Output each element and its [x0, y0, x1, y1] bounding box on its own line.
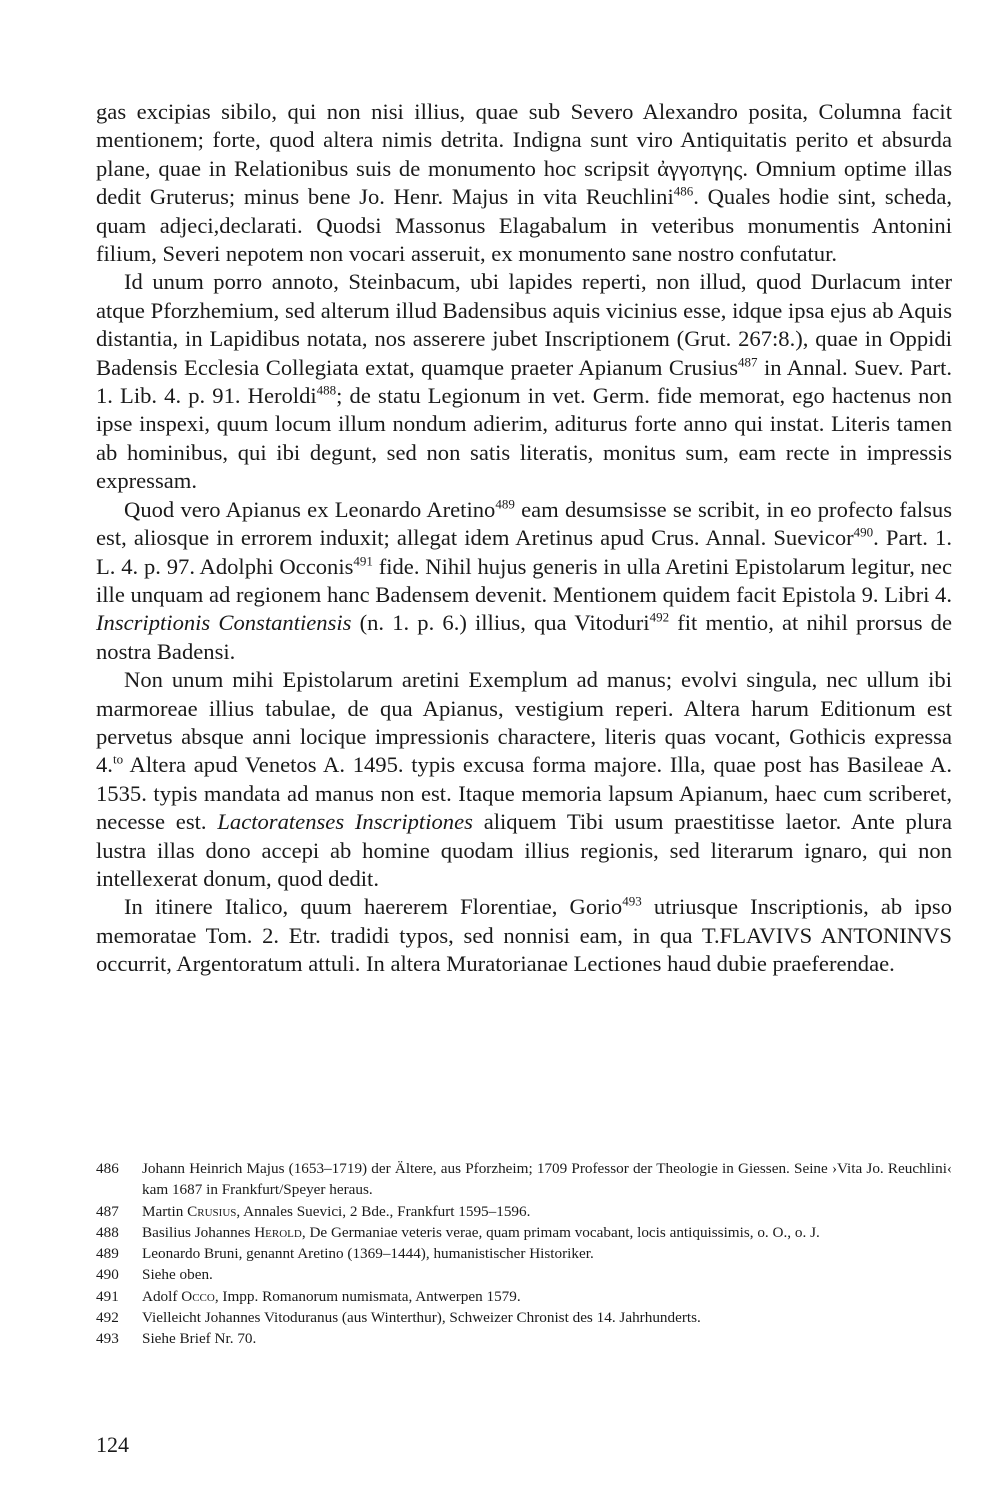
footnote-text: [142, 1158, 952, 1201]
text-run: Vielleicht Johannes Vitoduranus (aus Winterthur), Schweizer Chronist des 14. Jahrhunderts.: [142, 1309, 701, 1327]
footnote-text: [142, 1201, 952, 1222]
footnote: [96, 1243, 952, 1264]
paragraph: [96, 496, 952, 666]
main-text: [96, 98, 952, 979]
footnote: [96, 1328, 952, 1349]
footnote-text: [142, 1286, 952, 1307]
footnote-text: [142, 1328, 952, 1349]
footnote-ref[interactable]: 490: [853, 524, 874, 540]
text-run: Non unum mihi Epistolarum aretini Exemplum ad manus; evolvi singula, nec ullum ibi marmoreae illius tabulae, de qua Apianus, vestigium reperi. Altera harum Editionum est pervetus absque anni locique impressionis charactere, literis quas vocant, Gothicis expressa 4.: [96, 667, 952, 778]
italic-text: Lactoratenses Inscriptiones: [217, 809, 473, 835]
footnote-number: 486: [96, 1160, 119, 1177]
text-run: Martin: [142, 1202, 188, 1220]
footnote-ref[interactable]: 493: [622, 893, 642, 909]
italic-text: Inscriptionis Constantiensis: [96, 610, 352, 636]
footnote-text: [142, 1264, 952, 1285]
text-run: In itinere Italico, quum haererem Florentiae, Gorio: [124, 894, 623, 920]
footnote: [96, 1222, 952, 1243]
text-run: fide. Nihil hujus generis in ulla Aretini Epistolarum legitur, nec ille unquam ad regionem hanc Badensem devenit. Mentionem quidem facit Epistola 9. Libri 4.: [96, 553, 952, 607]
author-name: Herold: [254, 1223, 302, 1241]
text-run: utriusque Inscriptionis, ab ipso memoratae Tom. 2. Etr. tradidi typos, sed nonnisi eam, in qua T.FLAVIVS ANTONINVS occurrit, Argentoratum attuli. In altera Muratorianae Lectiones haud dubie praeferendae.: [96, 894, 953, 977]
text-run: . Quales hodie sint, scheda, quam adjeci,declarati. Quodsi Massonus Elagabalum in veteribus monumentis Antonini filium, Severi nepotem non vocari asseruit, ex monumento sane nostro confutatur.: [96, 184, 953, 267]
text-run: Quod vero Apianus ex Leonardo Aretino: [124, 496, 496, 522]
text-run: eam desumsisse se scribit, in eo profecto falsus est, aliosque in errorem induxit; allegat idem Aretinus apud Crus. Annal. Suevicor: [96, 496, 952, 551]
text-run: gas excipias sibilo, qui non nisi illius, quae sub Severo Alexandro posita, Columna facit mentionem; forte, quod altera nimis detrita. Indigna sunt viro Antiquitatis perito et absurda plane, quae in Relationibus suis de monumento hoc scripsit ἀγγοπγης. Omnium optime illas dedit Gruterus; minus bene Jo. Henr. Majus in vita Reuchlini: [96, 99, 952, 210]
paragraph: [96, 893, 952, 978]
footnote: [96, 1201, 952, 1222]
text-run: in Annal. Suev. Part. 1. Lib. 4. p. 91. Heroldi: [96, 354, 952, 409]
text-run: ; de statu Legionum in vet. Germ. fide memorat, ego hactenus non ipse inspexi, quum locum illum nondum adierim, aditurus forte anno qui instat. Literis tamen ab hominibus, qui ibi degunt, sed non satis literatis, monitus sum, eam recte in impressis expressam.: [96, 383, 952, 494]
footnote-number: 487: [96, 1202, 119, 1220]
text-run: Siehe Brief Nr. 70.: [142, 1330, 257, 1348]
footnote-number: 489: [96, 1245, 119, 1263]
footnote: [96, 1264, 952, 1285]
page-number: 124: [96, 1432, 129, 1457]
footnote-text: [142, 1222, 952, 1243]
text-run: Leonardo Bruni, genannt Aretino (1369–1444), humanistischer Historiker.: [142, 1245, 594, 1263]
footnote-ref[interactable]: 489: [495, 496, 515, 512]
footnote-ref[interactable]: to: [112, 751, 124, 767]
footnote-text: [142, 1243, 952, 1264]
text-run: , De Germaniae veteris verae, quam primam vocabant, locis antiquissimis, o. O., o. J.: [301, 1223, 820, 1241]
text-run: , Annales Suevici, 2 Bde., Frankfurt 1595–1596.: [236, 1202, 531, 1220]
footnote: [96, 1158, 952, 1201]
footnote-number: 493: [96, 1330, 119, 1348]
author-name: Occo: [181, 1287, 215, 1305]
paragraph: [96, 268, 952, 495]
text-run: (n. 1. p. 6.) illius, qua Vitoduri: [351, 610, 650, 636]
text-run: Id unum porro annoto, Steinbacum, ubi lapides reperti, non illud, quod Durlacum inter atque Pforzhemium, sed alterum illud Badensibus aquis vicinius esse, idque ipsa ejus ab Aquis distantia, in Lapidibus notata, nos asserere jubet Inscriptionem (Grut. 267:8.), quae in Oppidi Badensis Ecclesia Collegiata extat, quamque praeter Apianum Crusius: [96, 269, 952, 380]
text-run: , Impp. Romanorum numismata, Antwerpen 1579.: [214, 1287, 521, 1305]
footnotes: [96, 1158, 952, 1350]
paragraph: [96, 98, 952, 268]
text-run: Basilius Johannes: [142, 1223, 255, 1241]
footnote-number: 488: [96, 1223, 119, 1241]
text-run: Altera apud Venetos A. 1495. typis excusa forma majore. Illa, quae post has Basileae A. 1535. typis mandata ad manus non est. Itaque memoria lapsum Apianum, haec cum scriberet, necesse est.: [96, 752, 952, 835]
author-name: Crusius: [187, 1202, 237, 1220]
footnote-ref[interactable]: 492: [649, 609, 670, 625]
footnote-ref[interactable]: 488: [316, 382, 337, 398]
text-run: aliquem Tibi usum praestitisse laetor. Ante plura lustra illas dono accepi ab homine quodam illius regionis, sed literarum ignaro, qui non intellexerat donum, quod dedit.: [96, 809, 952, 891]
footnote-text: [142, 1307, 952, 1328]
text-run: Adolf: [142, 1287, 182, 1305]
footnote-number: 491: [96, 1287, 119, 1305]
text-run: Siehe oben.: [142, 1266, 213, 1284]
text-run: . Part. 1. L. 4. p. 97. Adolphi Occonis: [96, 525, 952, 579]
footnote-number: 492: [96, 1309, 119, 1327]
footnote: [96, 1307, 952, 1328]
footnote-ref[interactable]: 486: [673, 183, 694, 199]
footnote-ref[interactable]: 487: [738, 354, 758, 370]
footnote-number: 490: [96, 1266, 119, 1284]
text-run: fit mentio, at nihil prorsus de nostra Badensi.: [96, 610, 953, 664]
text-run: Johann Heinrich Majus (1653–1719) der Ältere, aus Pforzheim; 1709 Professor der Theologie in Giessen. Seine ›Vita Jo. Reuchlini‹ kam 1687 in Frankfurt/Speyer heraus.: [142, 1160, 952, 1199]
footnote-ref[interactable]: 491: [353, 552, 373, 568]
footnote: [96, 1286, 952, 1307]
paragraph: [96, 666, 952, 893]
